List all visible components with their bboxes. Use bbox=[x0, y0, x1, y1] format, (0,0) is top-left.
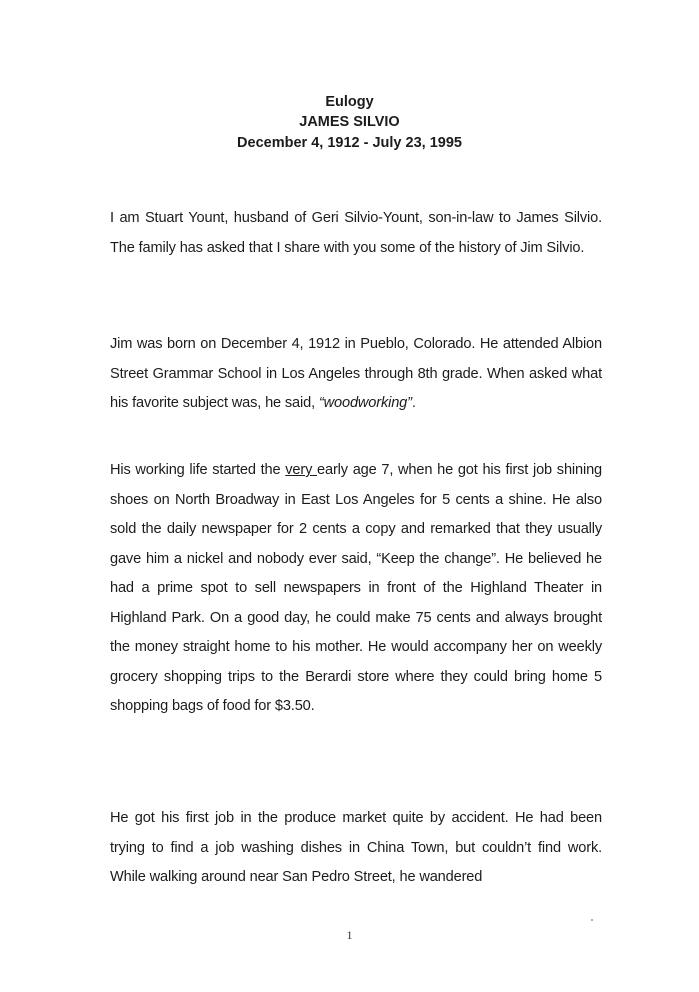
underlined-emphasis: very bbox=[285, 462, 318, 478]
deceased-name: JAMES SILVIO bbox=[299, 114, 400, 130]
paragraph-early-life bbox=[110, 330, 602, 419]
favorite-subject-quote: “woodworking” bbox=[318, 395, 412, 411]
life-dates: December 4, 1912 - July 23, 1995 bbox=[237, 135, 462, 151]
paragraph-text-end: . bbox=[411, 395, 416, 411]
page-number: 1 bbox=[346, 928, 353, 942]
paragraph-text: His working life started the bbox=[110, 462, 286, 478]
paragraph-text: Jim was born on December 4, 1912 in Pueblo, Colorado. He attended Albion Street Grammar School in Los Angeles through 8th grade. When asked what his favorite subject was, he said, bbox=[110, 336, 602, 411]
paragraph-text-rest: early age 7, when he got his first job shining shoes on North Broadway in East Los Angeles for 5 cents a shine. He also sold the daily newspaper for 2 cents a copy and remarked that they usually gave him a nickel and nobody ever said, “Keep the change”. He believed he had a prime spot to sell newspapers in front of the Highland Theater in Highland Park. On a good day, he could make 75 cents and always brought the money straight home to his mother. He would accompany her on weekly grocery shopping trips to the Berardi store where they could bring home 5 shopping bags of food for $3.50. bbox=[110, 462, 602, 714]
paragraph-produce-market: He got his first job in the produce market quite by accident. He had been trying to find a job washing dishes in China Town, but couldn’t find work. While walking around near San Pedro Street, he wandered bbox=[110, 810, 602, 885]
paragraph-introduction: I am Stuart Yount, husband of Geri Silvio-Yount, son-in-law to James Silvio. The family has asked that I share with you some of the history of Jim Silvio. bbox=[110, 210, 602, 256]
document-title: Eulogy bbox=[325, 94, 374, 110]
scan-speck bbox=[591, 919, 593, 921]
paragraph-working-life bbox=[110, 456, 602, 722]
